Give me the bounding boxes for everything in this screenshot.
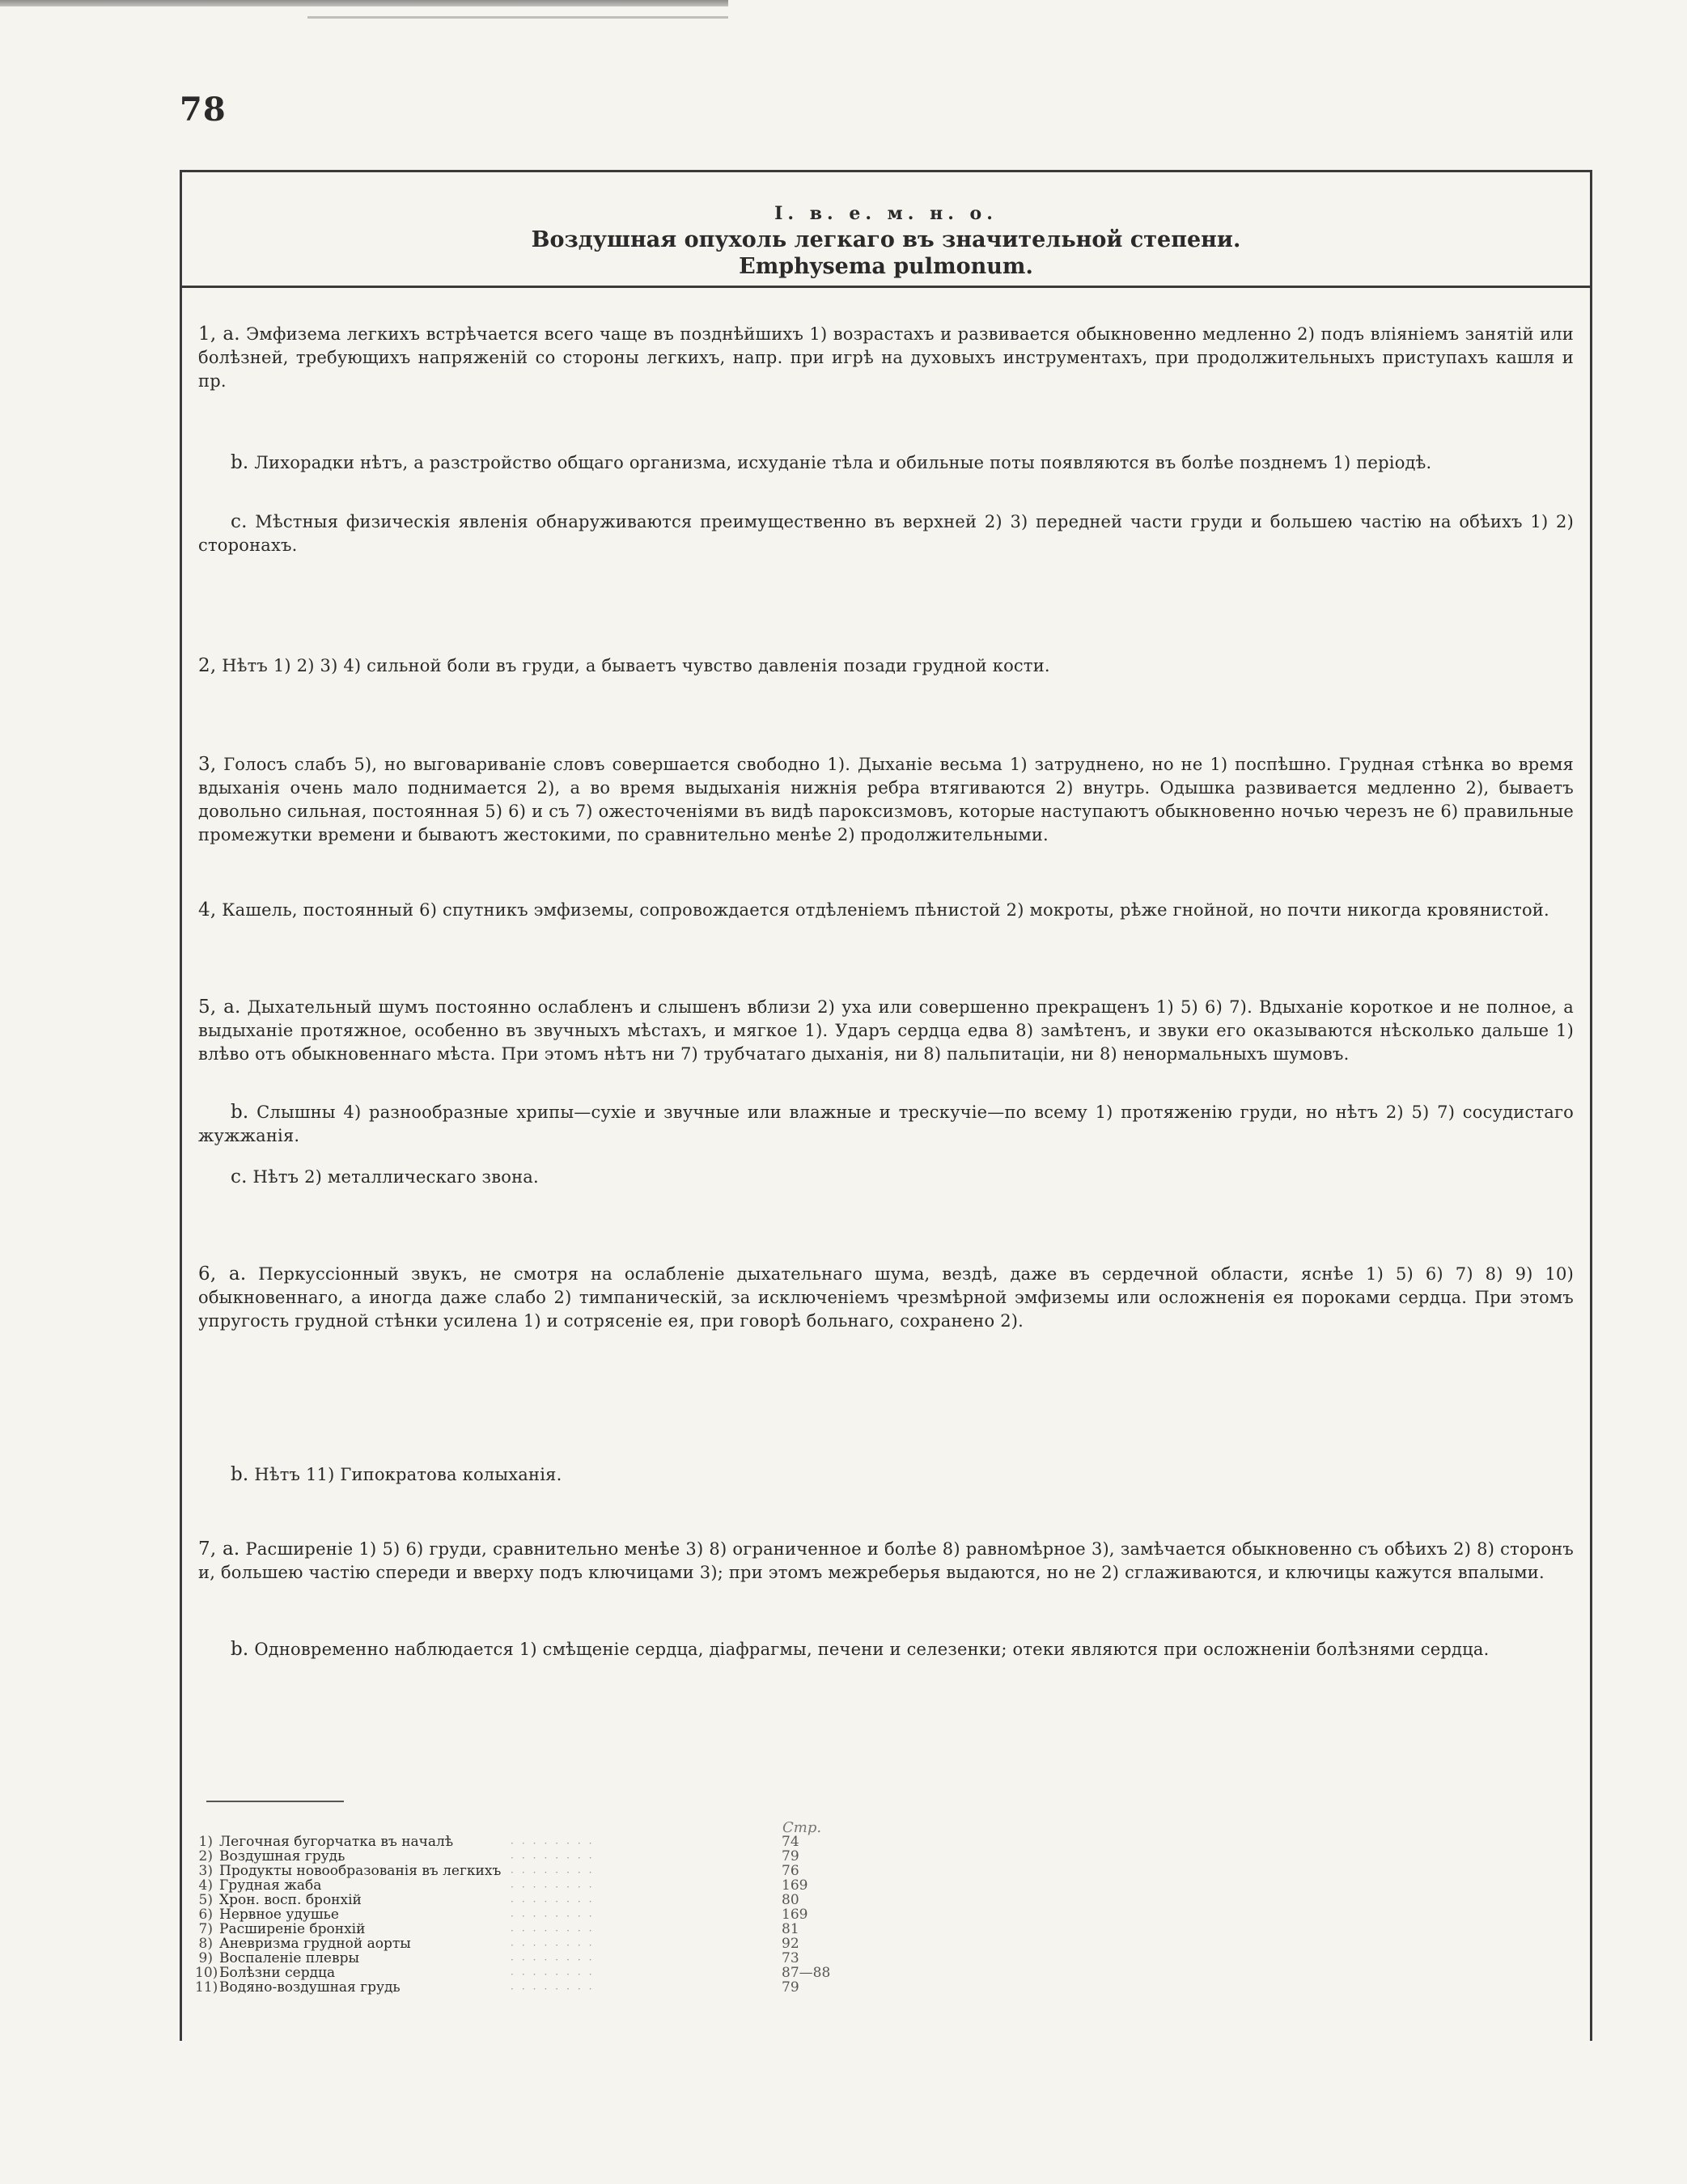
section-6b: [198, 1463, 1574, 1487]
footnote-page: 81: [782, 1921, 799, 1937]
scan-edge: [0, 0, 728, 6]
section-text: Дыхательный шумъ постоянно ослабленъ и слышенъ вблизи 2) уха или совершенно прекращенъ 1) 5) 6) 7). Вдыханіе короткое и не полное, а выдыханіе протяжное, особенно въ звучныхъ мѣстахъ, и мягкое 1). Ударъ сердца едва 8) замѣтенъ, и звуки его оказываются нѣсколько дальше 1) влѣво отъ обыкновеннаго мѣста. При этомъ нѣтъ ни 7) трубчатаго дыханія, ни 8) пальпитаціи, ни 8) ненормальныхъ шумовъ.: [198, 997, 1575, 1064]
section-text: Голосъ слабъ 5), но выговариваніе словъ совершается свободно 1). Дыханіе весьма 1) затруднено, но не 1) поспѣшно. Грудная стѣнка во время вдыханія очень мало поднимается 2), а во время выдыханія нижнія ребра втягиваются 2) внутрь. Одышка развивается медленно 2), бываетъ довольно сильная, постоянная 5) 6) и съ 7) ожесточеніями въ видѣ пароксизмовъ, которые наступаютъ обыкновенно ночью черезъ не 6) правильные промежутки времени и бываютъ жестокими, по сравнительно менѣе 2) продолжительными.: [198, 755, 1574, 844]
section-text: Нѣтъ 11) Гипократова колыханія.: [248, 1465, 562, 1484]
section-text: Слышны 4) разнообразные хрипы—сухіе и звучные или влажные и трескучіе—по всему 1) протяженію груди, но нѣтъ 2) 5) 7) сосудистаго жужжанія.: [198, 1103, 1574, 1145]
footnote-name: Нервное удушье: [219, 1907, 339, 1923]
footnote-row: [195, 1981, 907, 1996]
footnote-number: 6): [198, 1907, 213, 1923]
footnote-number: 8): [198, 1936, 213, 1952]
section-lead: 4,: [198, 899, 217, 921]
section-lead: b.: [231, 1464, 249, 1485]
footnote-page: 73: [782, 1950, 799, 1966]
footnote-page: 76: [782, 1863, 799, 1879]
footnote-name: Хрон. восп. бронхій: [219, 1892, 362, 1908]
footnote-name: Воспаленіе плевры: [219, 1950, 359, 1966]
section-text: Расширеніе 1) 5) 6) груди, сравнительно менѣе 3) 8) ограниченное и болѣе 8) равномѣрное 3), замѣчается обыкновенно съ обѣихъ 2) 8) сторонъ и, большею частію спереди и вверху подъ ключицами 3); при этомъ межреберья выдаются, но не 2) сглаживаются, и ключицы кажутся впалыми.: [198, 1539, 1574, 1582]
section-lead: 5, а.: [198, 997, 241, 1018]
section-1c: [198, 510, 1574, 557]
footnote-divider: [206, 1801, 344, 1802]
leader-dots: ········: [511, 1940, 600, 1951]
footnote-number: 5): [198, 1892, 213, 1908]
footnote-number: 2): [198, 1848, 213, 1864]
footnote-number: 11): [195, 1979, 218, 1996]
section-text: Эмфизема легкихъ встрѣчается всего чаще въ позднѣйшихъ 1) возрастахъ и развивается обыкновенно медленно 2) подъ вліяніемъ занятій или болѣзней, требующихъ напряженій со стороны легкихъ, напр. при игрѣ на духовыхъ инструментахъ, при продолжительныхъ приступахъ кашля и пр.: [198, 324, 1574, 391]
section-text: Лихорадки нѣтъ, а разстройство общаго организма, исхуданіе тѣла и обильные поты появляются въ болѣе позднемъ 1) періодѣ.: [248, 453, 1432, 472]
footnote-number: 3): [198, 1863, 213, 1879]
footnote-name: Продукты новообразованія въ легкихъ: [219, 1863, 502, 1879]
section-lead: c.: [231, 511, 248, 532]
footnote-name: Расширеніе бронхій: [219, 1921, 366, 1937]
footnote-page: 74: [782, 1834, 799, 1850]
section-5a: [198, 996, 1574, 1066]
footnote-name: Болѣзни сердца: [219, 1965, 336, 1981]
footnote-name: Грудная жаба: [219, 1877, 322, 1894]
page-number: 78: [180, 91, 227, 129]
section-7a: [198, 1538, 1574, 1585]
footnote-column-header: Стр.: [782, 1819, 822, 1836]
footnote-name: Воздушная грудь: [219, 1848, 345, 1864]
section-3: [198, 753, 1574, 847]
section-text: Кашель, постоянный 6) спутникъ эмфиземы, сопровождается отдѣленіемъ пѣнистой 2) мокроты, рѣже гнойной, но почти никогда кровянистой.: [216, 900, 1549, 920]
section-5c: [198, 1166, 1574, 1189]
footnote-page: 169: [782, 1907, 808, 1923]
footnote-name: Аневризма грудной аорты: [219, 1936, 411, 1952]
leader-dots: ········: [511, 1852, 600, 1864]
footnote-number: 1): [198, 1834, 213, 1850]
footnote-page: 92: [782, 1936, 799, 1952]
scan-edge-line: [307, 16, 728, 19]
footnote-page: 79: [782, 1848, 799, 1864]
section-lead: b.: [231, 452, 249, 473]
latin-title: Emphysema pulmonum.: [739, 254, 1033, 279]
footnote-page: 169: [782, 1877, 808, 1894]
section-text: Мѣстныя физическія явленія обнаруживаются преимущественно въ верхней 2) 3) передней части груди и большею частію на обѣихъ 1) 2) сторонахъ.: [198, 512, 1574, 555]
section-5b: [198, 1101, 1574, 1148]
section-lead: 1, а.: [198, 324, 240, 345]
section-text: Одновременно наблюдается 1) смѣщеніе сердца, діафрагмы, печени и селезенки; отеки являются при осложненіи болѣзнями сердца.: [248, 1640, 1490, 1659]
section-2: [198, 654, 1574, 678]
footnote-page: 79: [782, 1979, 799, 1996]
section-4: [198, 899, 1574, 922]
page-title: Воздушная опухоль легкаго въ значительной степени.: [531, 227, 1241, 252]
footnote-number: 7): [198, 1921, 213, 1937]
footnote-name: Водяно-воздушная грудь: [219, 1979, 401, 1996]
leader-dots: ········: [511, 1838, 600, 1849]
leader-dots: ········: [511, 1896, 600, 1907]
table-header: [182, 172, 1590, 288]
leader-dots: ········: [511, 1881, 600, 1893]
leader-dots: ········: [511, 1867, 600, 1878]
section-7b: [198, 1638, 1574, 1661]
leader-dots: ········: [511, 1925, 600, 1936]
footnote-number: 10): [195, 1965, 218, 1981]
footnote-page: 80: [782, 1892, 799, 1908]
leader-dots: ········: [511, 1983, 600, 1995]
section-text: Нѣтъ 1) 2) 3) 4) сильной боли въ груди, а бываетъ чувство давленія позади грудной кости.: [216, 656, 1050, 675]
footnote-name: Легочная бугорчатка въ началѣ: [219, 1834, 454, 1850]
leader-dots: ········: [511, 1911, 600, 1922]
footnote-number: 9): [198, 1950, 213, 1966]
section-1a: [198, 323, 1574, 393]
section-text: Перкуссіонный звукъ, не смотря на ослабленіе дыхательнаго шума, вездѣ, даже въ сердечной области, яснѣе 1) 5) 6) 7) 8) 9) 10) обыкновеннаго, а иногда даже слабо 2) тимпаническій, за исключеніемъ чрезмѣрной эмфиземы или осложненія ея пороками сердца. При этомъ упругость грудной стѣнки усилена 1) и сотрясеніе ея, при говорѣ больнаго, сохранено 2).: [198, 1264, 1574, 1331]
leader-dots: ········: [511, 1969, 600, 1980]
section-text: Нѣтъ 2) металлическаго звона.: [247, 1167, 539, 1187]
section-lead: 7, а.: [198, 1539, 240, 1560]
footnote-number: 4): [198, 1877, 213, 1894]
section-lead: 2,: [198, 655, 217, 676]
section-lead: 6, а.: [198, 1263, 247, 1285]
section-6a: [198, 1263, 1574, 1333]
table-frame: [180, 170, 1592, 2041]
section-lead: 3,: [198, 754, 217, 775]
section-lead: b.: [231, 1102, 249, 1123]
section-1b: [198, 451, 1574, 475]
section-lead: b.: [231, 1639, 249, 1660]
section-kicker: I. в. е. м. н. о.: [774, 203, 998, 224]
leader-dots: ········: [511, 1954, 600, 1966]
section-lead: c.: [231, 1166, 248, 1187]
footnote-page: 87—88: [782, 1965, 831, 1981]
